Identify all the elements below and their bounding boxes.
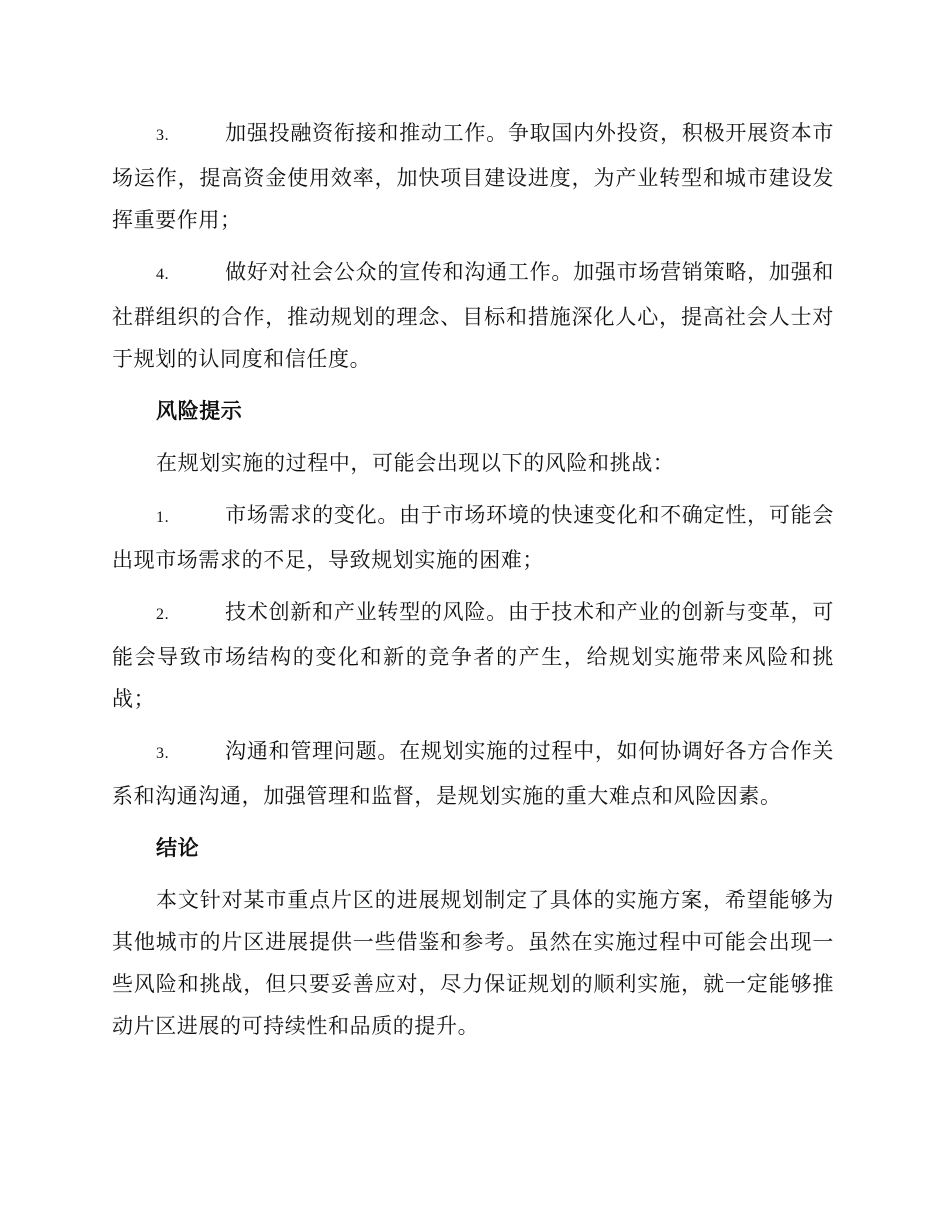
section-heading-risk: 风险提示 (156, 399, 243, 423)
list-item (112, 730, 834, 817)
list-text: 技术创新和产业转型的风险。由于技术和产业的创新与变革，可能会导致市场结构的变化和新的竞争者的产生，给规划实施带来风险和挑战； (112, 600, 834, 711)
section-heading-conclusion: 结论 (156, 836, 200, 860)
list-item (112, 112, 834, 241)
conclusion-paragraph: 本文针对某市重点片区的进展规划制定了具体的实施方案，希望能够为其他城市的片区进展提供一些借鉴和参考。虽然在实施过程中可能会出现一些风险和挑战，但只要妥善应对，尽力保证规划的顺利实施，就一定能够推动片区进展的可持续性和品质的提升。 (112, 888, 834, 1038)
list-text: 做好对社会公众的宣传和沟通工作。加强市场营销策略，加强和社群组织的合作，推动规划的理念、目标和措施深化人心，提高社会人士对于规划的认同度和信任度。 (112, 260, 834, 371)
list-text: 市场需求的变化。由于市场环境的快速变化和不确定性，可能会出现市场需求的不足，导致规划实施的困难； (112, 503, 834, 572)
list-item (112, 251, 834, 380)
list-number: 3. (156, 745, 170, 762)
list-text: 加强投融资衔接和推动工作。争取国内外投资，积极开展资本市场运作，提高资金使用效率，加快项目建设进度，为产业转型和城市建设发挥重要作用； (112, 121, 834, 232)
list-item (112, 591, 834, 720)
list-text: 沟通和管理问题。在规划实施的过程中，如何协调好各方合作关系和沟通沟通，加强管理和监督，是规划实施的重大难点和风险因素。 (112, 739, 834, 808)
list-number: 3. (156, 127, 170, 144)
document-body (112, 112, 834, 1057)
list-item (112, 494, 834, 581)
risk-intro-paragraph: 在规划实施的过程中，可能会出现以下的风险和挑战： (156, 451, 675, 475)
list-number: 2. (156, 606, 170, 623)
list-number: 1. (156, 509, 170, 526)
list-number: 4. (156, 266, 170, 283)
